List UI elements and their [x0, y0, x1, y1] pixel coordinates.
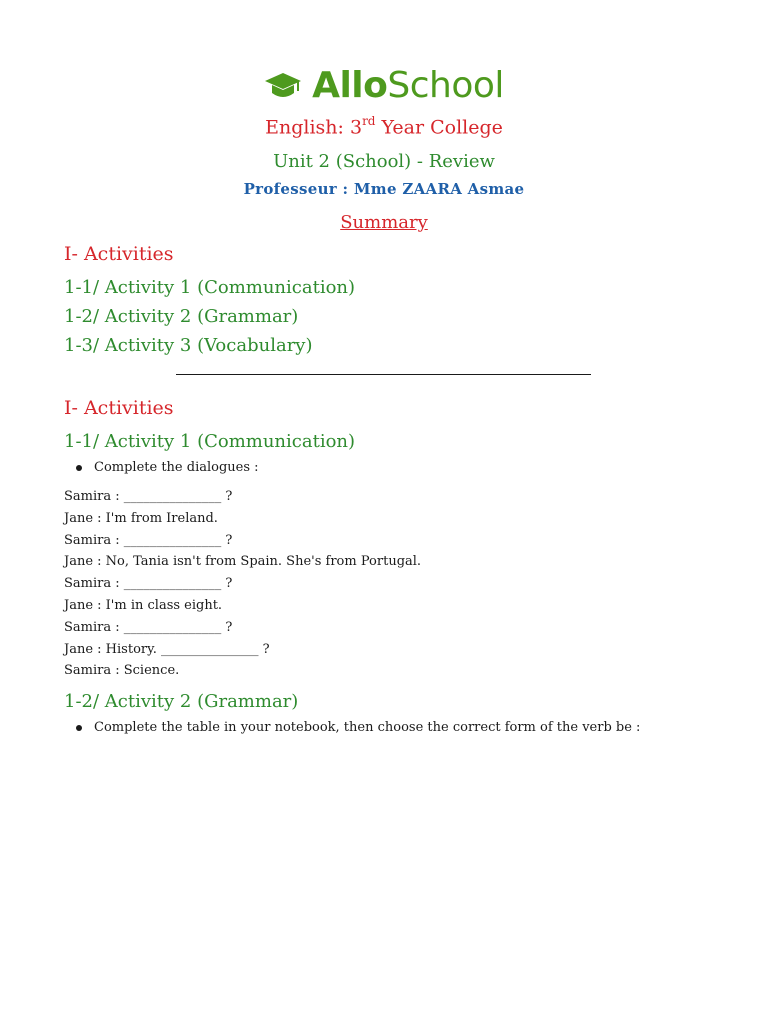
dialogue: [64, 486, 421, 682]
logo-wordmark-school: School: [387, 65, 504, 106]
section-divider: [176, 374, 591, 375]
summary-section-heading: I- Activities: [64, 243, 174, 265]
summary-item: 1-2/ Activity 2 (Grammar): [64, 306, 299, 327]
activity1-heading: 1-1/ Activity 1 (Communication): [64, 431, 356, 452]
summary-item: 1-1/ Activity 1 (Communication): [64, 277, 356, 298]
alloschool-logo: [0, 66, 768, 106]
activity2-instruction: [76, 720, 640, 735]
dialogue-line: Samira : _______________ ?: [64, 619, 233, 635]
course-title: [0, 115, 768, 138]
section-heading: I- Activities: [64, 397, 174, 419]
dialogue-line: Samira : Science.: [64, 663, 180, 679]
course-title-suffix: Year College: [375, 116, 503, 139]
activity1-instruction-text: Complete the dialogues :: [94, 460, 259, 475]
course-title-ordinal: rd: [362, 114, 376, 128]
bullet-icon: [76, 465, 82, 471]
dialogue-line: Samira : _______________ ?: [64, 532, 233, 548]
summary-item: 1-3/ Activity 3 (Vocabulary): [64, 335, 313, 356]
graduation-cap-icon: [264, 71, 302, 101]
logo-wordmark: [312, 66, 504, 106]
dialogue-line: Samira : _______________ ?: [64, 576, 233, 592]
logo-wordmark-allo: Allo: [312, 65, 388, 106]
activity1-instruction: [76, 460, 259, 475]
activity2-heading: 1-2/ Activity 2 (Grammar): [64, 691, 299, 712]
dialogue-line: Jane : I'm from Ireland.: [64, 510, 218, 526]
dialogue-line: Jane : No, Tania isn't from Spain. She's from Portugal.: [64, 554, 422, 570]
bullet-icon: [76, 725, 82, 731]
dialogue-line: Jane : History. _______________ ?: [64, 641, 270, 657]
dialogue-line: Jane : I'm in class eight.: [64, 597, 223, 613]
unit-title: Unit 2 (School) - Review: [273, 151, 495, 172]
professor-name: Professeur : Mme ZAARA Asmae: [243, 180, 525, 198]
dialogue-line: Samira : _______________ ?: [64, 489, 233, 504]
summary-heading: Summary: [340, 212, 428, 233]
activity2-instruction-text: Complete the table in your notebook, then choose the correct form of the verb be :: [94, 720, 641, 735]
course-title-prefix: English: 3: [265, 116, 363, 139]
